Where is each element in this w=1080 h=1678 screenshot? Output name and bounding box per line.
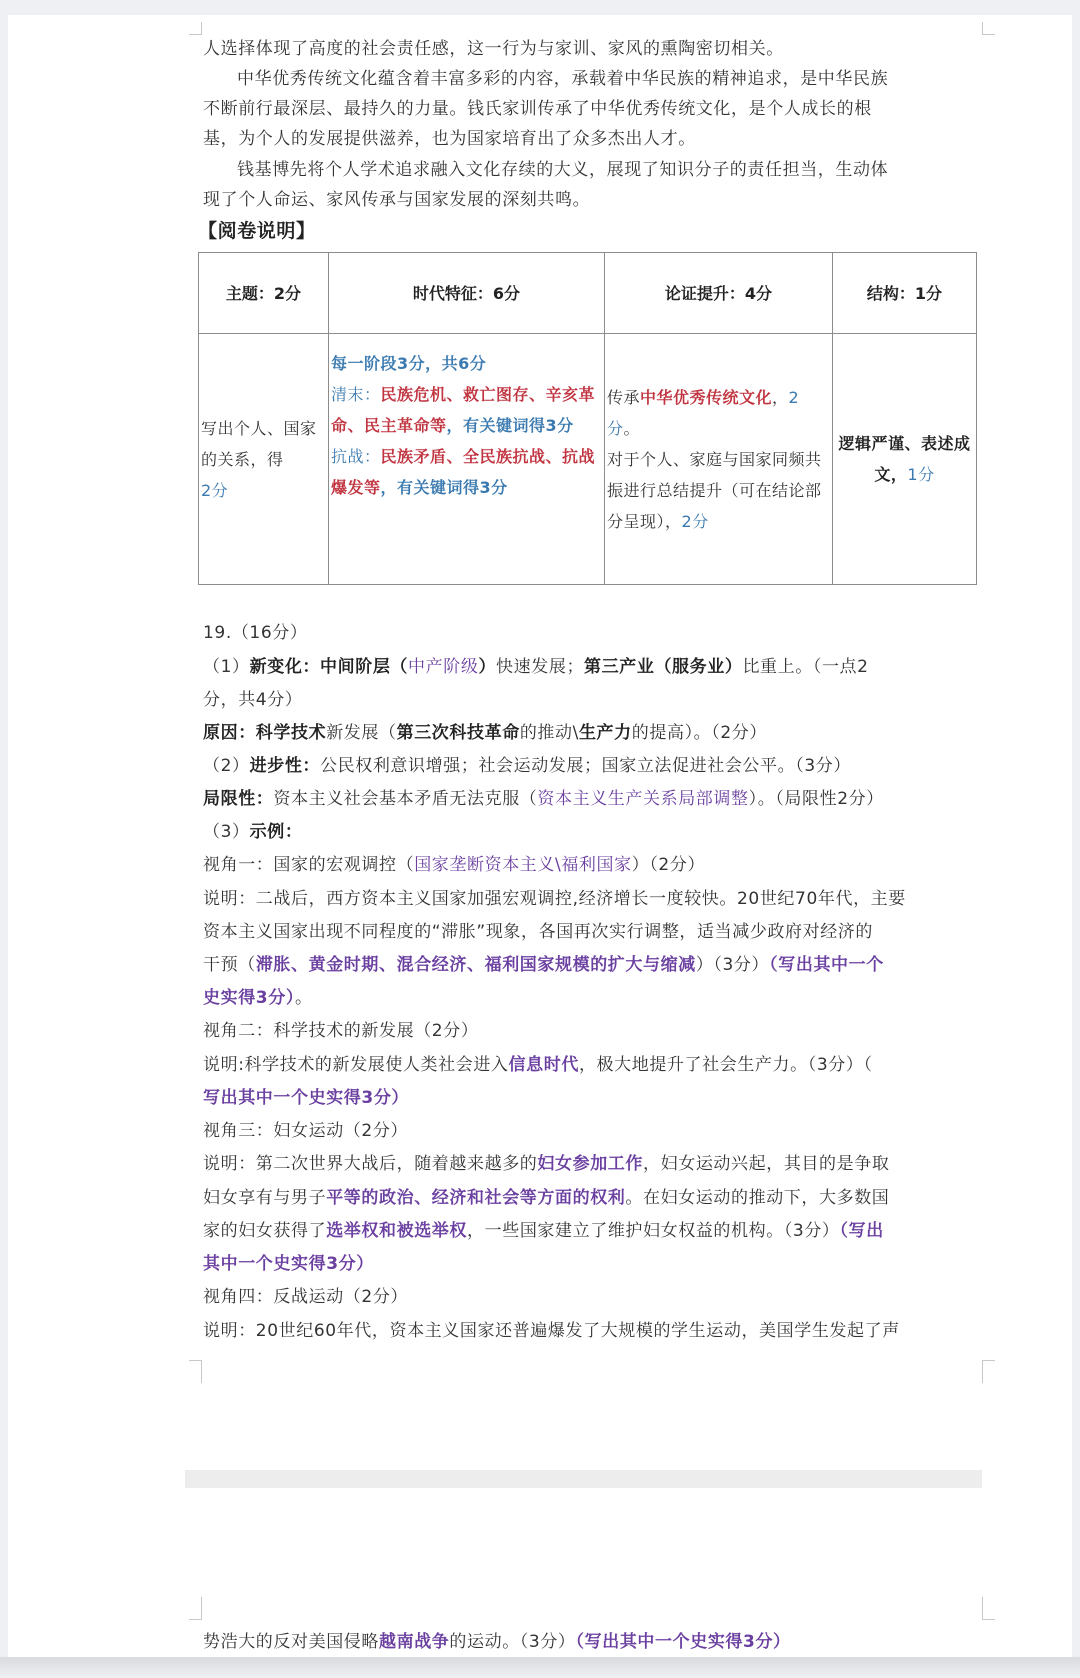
rubric-header-row [199,253,977,334]
v1-note2: 史实得3分） [203,988,295,1008]
q19-limitation [203,788,978,810]
view3-title: 视角三：妇女运动（2分） [203,1121,409,1141]
arg-score2: 2分 [681,511,709,531]
v3-keyword2: 平等的政治、经济和社会等方面的权利 [326,1188,626,1208]
v1-end2: 。 [294,988,313,1008]
p2-text: 公民权利意识增强；社会运动发展；国家立法促进社会公平。（3分） [320,756,851,776]
structure-score: 1分 [907,465,935,484]
p1-prefix: （1） [203,657,250,677]
rubric-content-row [199,334,977,585]
v3-keyword3: 选举权和被选举权 [326,1221,468,1241]
p1-text2: 比重上。（一点2 [742,657,869,677]
rubric-heading: 【阅卷说明】 [198,220,316,242]
v3-d1a: 说明：第二次世界大战后，随着越来越多的 [203,1154,538,1174]
cell-era [329,334,605,585]
v4-d2b: 的运动。（3分） [449,1632,576,1652]
header-era: 时代特征：6分 [329,253,605,334]
v1-note1: （写出其中一个 [769,955,884,975]
lim-end: ）。（局限性2分） [748,789,884,809]
cause-bold1: 第三次科技革命 [396,723,520,743]
v1-d3b: ）（3分） [695,955,770,975]
intro-line: 不断前行最深层、最持久的力量。钱氏家训传承了中华优秀传统文化，是个人成长的根 [203,99,872,119]
era-qing-keywords: 民族危机、救亡图存、辛亥革命、民主革命等 [331,385,596,435]
q19-part3 [203,821,978,843]
view4-title: 视角四：反战运动（2分） [203,1287,409,1307]
arg-score1: 2分 [607,387,800,438]
v3-d2b: 。在妇女运动的推动下，大多数国 [625,1188,890,1208]
corner-mark-top-right [982,22,995,35]
lim-label: 局限性： [203,789,274,809]
bottom-bar [0,1657,1080,1678]
q19-title: 19.（16分） [203,623,308,643]
p1-label: 新变化：中间阶层（ [249,657,409,677]
theme-text: 写出个人、国家的关系，得 [201,418,317,469]
corner-mark-bottom-left [189,1360,202,1383]
p3-label: 示例： [249,822,303,842]
v1-d3-keywords: 滞胀、黄金时期、混合经济、福利国家规模的扩大与缩减 [255,955,696,975]
view1-desc-line [203,987,978,1009]
intro-line: 中华优秀传统文化蕴含着丰富多彩的内容，承载着中华民族的精神追求，是中华民族 [237,69,889,89]
v3-d1b: ，妇女运动兴起，其目的是争取 [643,1154,890,1174]
v2-d1b: ，极大地提升了社会生产力。（3分）（ [578,1055,873,1075]
corner-mark-page2-top-right [982,1597,995,1620]
header-argument: 论证提升：4分 [605,253,833,334]
q19-part1-cont: 分，共4分） [203,690,303,710]
v3-note1: （写出 [839,1221,884,1241]
v3-note2: 其中一个史实得3分） [203,1254,374,1274]
v3-d3a: 家的妇女获得了 [203,1221,327,1241]
arg-prefix: 传承 [607,387,641,407]
view4-desc-line: 说明：20世纪60年代，资本主义国家还普遍爆发了大规模的学生运动，美国学生发起了声 [203,1321,900,1341]
q19-part1 [203,656,978,678]
v3-keyword1: 妇女参加工作 [537,1154,644,1174]
lim-keyword: 资本主义生产关系局部调整 [537,789,749,809]
q19-cause [203,722,978,744]
arg-keyword: 中华优秀传统文化 [640,387,773,407]
p2-label: 进步性： [249,756,321,776]
view1-desc-line [203,954,978,976]
p3-prefix: （3） [203,822,250,842]
v4-d2a: 势浩大的反对美国侵略 [203,1632,379,1652]
intro-line: 钱基博先将个人学术追求融入文化存续的大义，展现了知识分子的责任担当，生动体 [237,160,889,180]
cause-text1: 新发展（ [326,723,397,743]
cause-text2: 的推动\ [519,723,579,743]
page-separator [185,1470,982,1488]
v4-note: （写出其中一个史实得3分） [575,1632,791,1652]
cell-structure [833,334,977,585]
header-structure: 结构：1分 [833,253,977,334]
view4-desc-line [203,1631,978,1653]
p1-mid: ） [478,657,497,677]
view3-desc-line [203,1220,978,1242]
era-qing-label: 清末： [331,385,381,404]
era-war-label: 抗战： [331,447,381,466]
p1-text1: 快速发展； [496,657,585,677]
corner-mark-bottom-right [982,1360,995,1383]
structure-text: 逻辑严谨、表述成文， [838,434,971,484]
view1-title [203,854,978,876]
rubric-table [198,252,977,585]
v3-d3b: ，一些国家建立了维护妇女权益的机构。（3分） [467,1221,840,1241]
view2-title: 视角二：科学技术的新发展（2分） [203,1021,479,1041]
cause-text3: 的提高）。（2分） [631,723,767,743]
q19-part2 [203,755,978,777]
view2-desc-line [203,1087,978,1109]
intro-line: 人选择体现了高度的社会责任感，这一行为与家训、家风的熏陶密切相关。 [203,39,784,59]
p2-prefix: （2） [203,756,250,776]
view3-desc-line [203,1253,978,1275]
p1-bold2: 第三产业（服务业） [584,657,743,677]
view3-desc-line [203,1153,978,1175]
v1-keyword: 国家垄断资本主义\福利国家 [414,855,632,875]
corner-mark-page2-top-left [189,1597,202,1620]
v1-d3a: 干预（ [203,955,256,975]
p1-keyword: 中产阶级 [408,657,479,677]
v2-note: 写出其中一个史实得3分） [203,1088,410,1108]
v1-title: 视角一：国家的宏观调控（ [203,855,415,875]
era-qing-score: ，有关键词得3分 [446,416,574,435]
cell-theme [199,334,329,585]
cell-argument [605,334,833,585]
v3-d2a: 妇女享有与男子 [203,1188,327,1208]
v2-d1a: 说明:科学技术的新发展使人类社会进入 [203,1055,509,1075]
corner-mark-top-left [189,22,202,35]
lim-text: 资本主义社会基本矛盾无法克服（ [273,789,538,809]
v1-end: ）（2分） [631,855,706,875]
view2-desc-line [203,1054,978,1076]
view3-desc-line [203,1187,978,1209]
arg-comma: ， [772,387,789,407]
era-war-keywords: 民族矛盾、全民族抗战、抗战爆发等 [331,447,596,497]
theme-score: 2分 [201,480,229,500]
arg-text2: 对于个人、家庭与国家同频共振进行总结提升（可在结论部分呈现）， [607,449,822,531]
view1-desc-line: 说明：二战后，西方资本主义国家加强宏观调控,经济增长一度较快。20世纪70年代，主要 [203,889,906,909]
intro-line: 基，为个人的发展提供滋养，也为国家培育出了众多杰出人才。 [203,129,696,149]
arg-period: 。 [623,418,641,438]
v2-keyword: 信息时代 [508,1055,579,1075]
cause-bold2: 生产力 [578,723,632,743]
era-total: 每一阶段3分，共6分 [331,354,487,373]
header-theme: 主题：2分 [199,253,329,334]
era-war-score: ，有关键词得3分 [380,478,508,497]
intro-line: 现了个人命运、家风传承与国家发展的深刻共鸣。 [203,190,591,210]
cause-label: 原因：科学技术 [203,723,327,743]
view1-desc-line: 资本主义国家出现不同程度的“滞胀”现象，各国再次实行调整，适当减少政府对经济的 [203,922,874,942]
v4-keyword: 越南战争 [379,1632,450,1652]
